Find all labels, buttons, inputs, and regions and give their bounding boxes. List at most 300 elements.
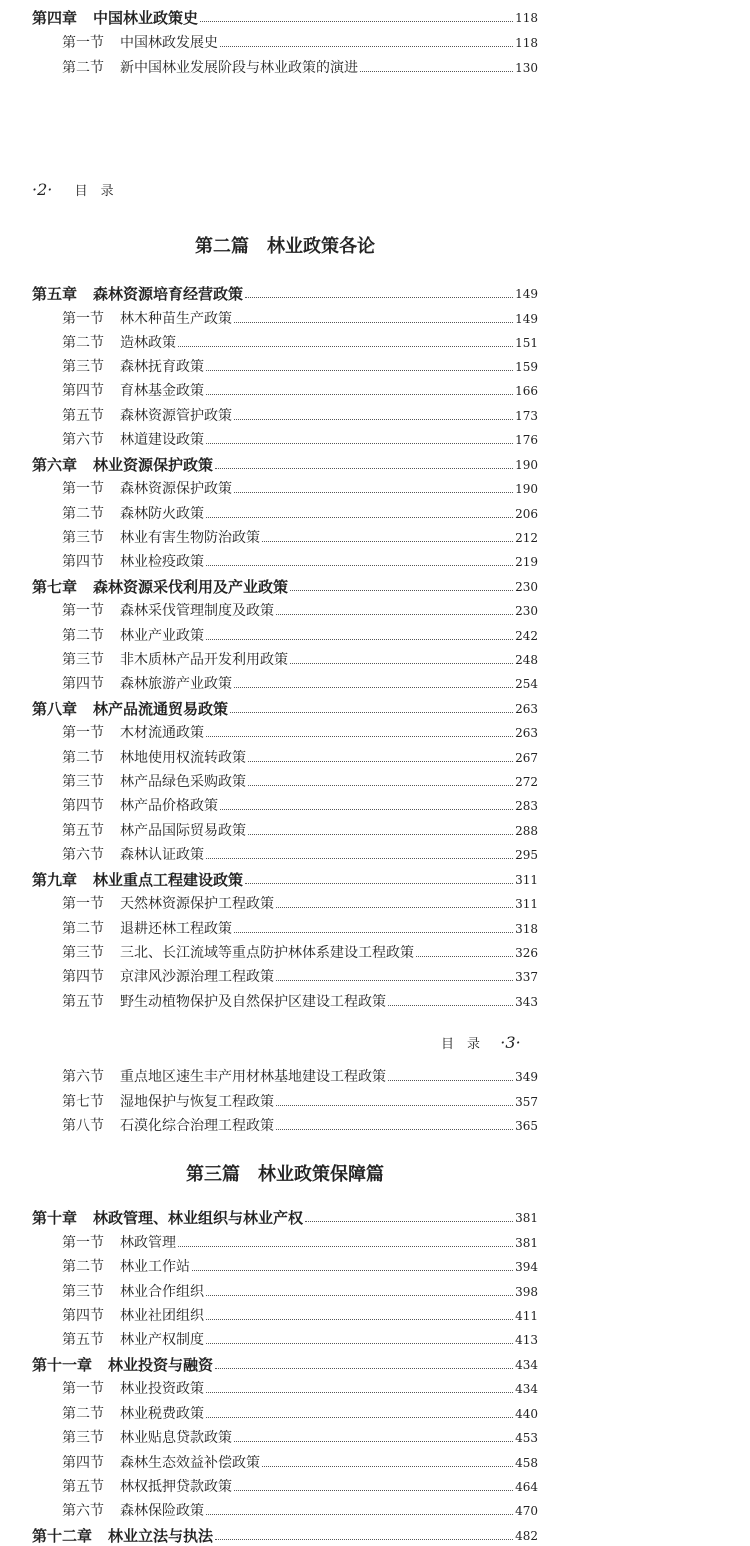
- toc-page-number: 440: [515, 1407, 538, 1421]
- toc-section-entry[interactable]: [62, 1327, 538, 1349]
- dot-leader: [234, 419, 513, 420]
- toc-page-number: 130: [515, 61, 538, 75]
- toc-entry-label: [62, 1258, 190, 1276]
- toc-entry-number: 第五节: [62, 1479, 104, 1495]
- toc-page-number: 149: [515, 287, 538, 301]
- toc-entry-label: [62, 1068, 386, 1086]
- toc-entry-number: 第二节: [62, 506, 104, 522]
- toc-entry-title: 林道建设政策: [120, 432, 204, 448]
- toc-entry-label: [62, 1331, 204, 1349]
- dot-leader: [305, 1221, 513, 1222]
- toc-entry-title: 森林保险政策: [120, 1503, 204, 1519]
- dot-leader: [276, 980, 513, 981]
- toc-page-number: 434: [515, 1382, 538, 1396]
- toc-entry-title: 林业投资政策: [120, 1381, 204, 1397]
- toc-entry-title: 造林政策: [120, 335, 176, 351]
- toc-entry-number: 第三节: [62, 1430, 104, 1446]
- toc-entry-label: [62, 1405, 204, 1423]
- toc-entry-label: [62, 480, 232, 498]
- toc-section-entry[interactable]: [62, 30, 538, 52]
- toc-entry-number: 第一节: [62, 896, 104, 912]
- toc-entry-number: 第三节: [62, 1284, 104, 1300]
- toc-entry-label: [62, 627, 204, 645]
- toc-entry-title: 林产品国际贸易政策: [120, 823, 246, 839]
- toc-section-entry[interactable]: [62, 1230, 538, 1252]
- toc-entry-number: 第八章: [32, 700, 78, 718]
- toc-entry-number: 第二节: [62, 921, 104, 937]
- toc-entry-title: 林业有害生物防治政策: [120, 530, 260, 546]
- toc-entry-number: 第五节: [62, 823, 104, 839]
- toc-entry-number: 第一节: [62, 725, 104, 741]
- toc-section-entry[interactable]: [62, 1064, 538, 1086]
- dot-leader: [388, 1005, 513, 1006]
- toc-entry-number: 第二节: [62, 1259, 104, 1275]
- folio-label: 目 录: [441, 1037, 481, 1052]
- toc-page-number: 470: [515, 1504, 538, 1518]
- toc-entry-label: [62, 944, 414, 962]
- toc-entry-title: 林地使用权流转政策: [120, 750, 246, 766]
- dot-leader: [262, 541, 513, 542]
- toc-entry-label: [62, 1380, 204, 1398]
- dot-leader: [206, 1392, 513, 1393]
- toc-page-number: 357: [515, 1095, 538, 1109]
- dot-leader: [248, 834, 513, 835]
- toc-page-number: 118: [515, 36, 538, 50]
- dot-leader: [206, 565, 513, 566]
- toc-entry-label: [32, 578, 288, 596]
- toc-page-number: 413: [515, 1333, 538, 1347]
- toc-page-number: 411: [515, 1309, 538, 1323]
- toc-section-entry[interactable]: [62, 1425, 538, 1447]
- toc-entry-number: 第二节: [62, 60, 104, 76]
- toc-entry-label: [62, 895, 274, 913]
- toc-entry-label: [62, 651, 288, 669]
- toc-section-entry[interactable]: [62, 1113, 538, 1135]
- toc-entry-title: 中国林政发展史: [120, 35, 218, 51]
- toc-section-entry[interactable]: [62, 501, 538, 523]
- toc-entry-number: 第一节: [62, 35, 104, 51]
- toc-entry-title: 林产品价格政策: [120, 798, 218, 814]
- toc-page-number: 434: [515, 1358, 538, 1372]
- toc-entry-label: [62, 358, 204, 376]
- toc-entry-title: 林业合作组织: [120, 1284, 204, 1300]
- dot-leader: [206, 1319, 513, 1320]
- toc-entry-title: 林产品绿色采购政策: [120, 774, 246, 790]
- dot-leader: [206, 1295, 513, 1296]
- toc-entry-label: [62, 920, 232, 938]
- toc-section-entry[interactable]: [62, 647, 538, 669]
- toc-entry-number: 第六节: [62, 432, 104, 448]
- toc-entry-label: [62, 505, 204, 523]
- toc-section-entry[interactable]: [62, 427, 538, 449]
- toc-entry-number: 第八节: [62, 1118, 104, 1134]
- dot-leader: [262, 1466, 513, 1467]
- toc-section-entry[interactable]: [62, 1279, 538, 1301]
- dot-leader: [290, 663, 513, 664]
- toc-page-number: 283: [515, 799, 538, 813]
- toc-entry-title: 林木种苗生产政策: [120, 311, 232, 327]
- toc-entry-label: [62, 407, 232, 425]
- toc-entry-label: [32, 285, 243, 303]
- toc-entry-number: 第六节: [62, 1069, 104, 1085]
- toc-page-number: 159: [515, 360, 538, 374]
- dot-leader: [234, 932, 513, 933]
- folio-number: ·3·: [500, 1033, 521, 1052]
- dot-leader: [206, 639, 513, 640]
- part-heading-3: 第三篇 林业政策保障篇: [186, 1164, 384, 1185]
- toc-entry-label: [62, 773, 246, 791]
- toc-page-number: 482: [515, 1529, 538, 1543]
- toc-page-number: 254: [515, 677, 538, 691]
- toc-entry-number: 第四节: [62, 969, 104, 985]
- dot-leader: [178, 346, 513, 347]
- toc-entry-title: 林业贴息贷款政策: [120, 1430, 232, 1446]
- dot-leader: [206, 370, 513, 371]
- toc-entry-title: 林政管理: [120, 1235, 176, 1251]
- dot-leader: [234, 1490, 513, 1491]
- toc-entry-title: 林业资源保护政策: [93, 456, 214, 474]
- toc-entry-number: 第五节: [62, 994, 104, 1010]
- toc-entry-label: [32, 9, 198, 27]
- toc-entry-title: 育林基金政策: [120, 383, 204, 399]
- toc-entry-label: [62, 749, 246, 767]
- toc-entry-number: 第二节: [62, 1406, 104, 1422]
- toc-entry-number: 第三节: [62, 530, 104, 546]
- toc-entry-number: 第四节: [62, 383, 104, 399]
- toc-entry-label: [62, 724, 204, 742]
- toc-entry-number: 第四节: [62, 798, 104, 814]
- toc-section-entry[interactable]: [62, 1450, 538, 1472]
- dot-leader: [248, 785, 513, 786]
- dot-leader: [230, 712, 513, 713]
- toc-entry-title: 非木质林产品开发利用政策: [120, 652, 288, 668]
- toc-page-number: 263: [515, 726, 538, 740]
- toc-entry-label: [62, 334, 176, 352]
- toc-entry-title: 林权抵押贷款政策: [120, 1479, 232, 1495]
- toc-entry-label: [62, 1429, 232, 1447]
- toc-page-number: 453: [515, 1431, 538, 1445]
- folio-number: ·2·: [32, 180, 53, 199]
- toc-entry-title: 林业立法与执法: [108, 1527, 214, 1545]
- toc-section-entry[interactable]: [62, 671, 538, 693]
- toc-entry-label: [62, 34, 218, 52]
- toc-page-number: 464: [515, 1480, 538, 1494]
- toc-entry-number: 第四节: [62, 676, 104, 692]
- dot-leader: [234, 687, 513, 688]
- toc-section-entry[interactable]: [62, 55, 538, 77]
- toc-entry-number: 第九章: [32, 871, 78, 889]
- toc-entry-title: 森林资源管护政策: [120, 408, 232, 424]
- toc-entry-title: 森林防火政策: [120, 506, 204, 522]
- toc-page-number: 365: [515, 1119, 538, 1133]
- toc-section-entry[interactable]: [62, 1089, 538, 1111]
- toc-entry-label: [62, 1093, 274, 1111]
- toc-entry-title: 新中国林业发展阶段与林业政策的演进: [120, 60, 358, 76]
- toc-entry-title: 林政管理、林业组织与林业产权: [93, 1209, 304, 1227]
- toc-entry-title: 林业投资与融资: [108, 1356, 214, 1374]
- dot-leader: [234, 322, 513, 323]
- toc-page-number: 149: [515, 312, 538, 326]
- folio-label: 目 录: [74, 184, 114, 199]
- toc-section-entry[interactable]: [62, 598, 538, 620]
- dot-leader: [290, 590, 513, 591]
- toc-page-number: 151: [515, 336, 538, 350]
- toc-entry-title: 天然林资源保护工程政策: [120, 896, 274, 912]
- toc-page-number: 230: [515, 604, 538, 618]
- dot-leader: [276, 614, 513, 615]
- toc-entry-title: 林业产业政策: [120, 628, 204, 644]
- toc-page-number: 242: [515, 629, 538, 643]
- toc-page-number: 118: [515, 11, 538, 25]
- toc-section-entry[interactable]: [62, 330, 538, 352]
- toc-page-number: 326: [515, 946, 538, 960]
- toc-entry-label: [62, 431, 204, 449]
- toc-chapter-entry[interactable]: [32, 281, 538, 303]
- toc-entry-number: 第六节: [62, 847, 104, 863]
- toc-entry-label: [32, 871, 243, 889]
- dot-leader: [215, 468, 513, 469]
- toc-entry-title: 湿地保护与恢复工程政策: [120, 1094, 274, 1110]
- dot-leader: [276, 1105, 513, 1106]
- dot-leader: [206, 1417, 513, 1418]
- toc-entry-title: 森林资源培育经营政策: [93, 285, 244, 303]
- toc-entry-title: 林业税费政策: [120, 1406, 204, 1422]
- toc-entry-label: [62, 310, 232, 328]
- toc-entry-number: 第二节: [62, 335, 104, 351]
- toc-section-entry[interactable]: [62, 1401, 538, 1423]
- right-page-folio: [441, 1033, 521, 1052]
- toc-entry-number: 第一节: [62, 481, 104, 497]
- toc-page-number: 212: [515, 531, 538, 545]
- toc-page-number: 206: [515, 507, 538, 521]
- dot-leader: [206, 394, 513, 395]
- toc-page-number: 248: [515, 653, 538, 667]
- dot-leader: [220, 46, 513, 47]
- toc-entry-label: [62, 846, 204, 864]
- toc-section-entry[interactable]: [62, 354, 538, 376]
- toc-entry-title: 林产品流通贸易政策: [93, 700, 229, 718]
- toc-entry-number: 第十章: [32, 1209, 78, 1227]
- toc-page-number: 166: [515, 384, 538, 398]
- toc-entry-number: 第一节: [62, 1381, 104, 1397]
- toc-entry-label: [32, 1527, 213, 1545]
- toc-chapter-entry[interactable]: [32, 5, 538, 27]
- toc-entry-number: 第六章: [32, 456, 78, 474]
- toc-entry-label: [32, 1356, 213, 1374]
- toc-entry-number: 第五章: [32, 285, 78, 303]
- toc-section-entry[interactable]: [62, 1254, 538, 1276]
- toc-page-number: 176: [515, 433, 538, 447]
- dot-leader: [388, 1080, 513, 1081]
- toc-page-number: 458: [515, 1456, 538, 1470]
- toc-section-entry[interactable]: [62, 1474, 538, 1496]
- dot-leader: [276, 907, 513, 908]
- dot-leader: [206, 1514, 513, 1515]
- toc-chapter-entry[interactable]: [32, 1352, 538, 1374]
- toc-entry-label: [62, 675, 232, 693]
- dot-leader: [206, 443, 513, 444]
- toc-entry-label: [62, 382, 204, 400]
- toc-section-entry[interactable]: [62, 745, 538, 767]
- toc-entry-number: 第二节: [62, 750, 104, 766]
- toc-entry-label: [32, 1209, 303, 1227]
- toc-entry-number: 第三节: [62, 774, 104, 790]
- toc-entry-number: 第一节: [62, 603, 104, 619]
- toc-section-entry[interactable]: [62, 306, 538, 328]
- toc-entry-label: [62, 1454, 260, 1472]
- toc-entry-title: 林业重点工程建设政策: [93, 871, 244, 889]
- toc-entry-number: 第五节: [62, 408, 104, 424]
- toc-page-number: 219: [515, 555, 538, 569]
- toc-page-number: 343: [515, 995, 538, 1009]
- toc-section-entry[interactable]: [62, 989, 538, 1011]
- toc-entry-label: [32, 700, 228, 718]
- toc-entry-number: 第四节: [62, 554, 104, 570]
- dot-leader: [276, 1129, 513, 1130]
- toc-entry-title: 林业工作站: [120, 1259, 190, 1275]
- toc-page-number: 318: [515, 922, 538, 936]
- toc-page-number: 272: [515, 775, 538, 789]
- toc-entry-title: 森林采伐管理制度及政策: [120, 603, 274, 619]
- toc-entry-title: 京津风沙源治理工程政策: [120, 969, 274, 985]
- toc-entry-title: 林业社团组织: [120, 1308, 204, 1324]
- dot-leader: [234, 492, 513, 493]
- toc-page-number: 311: [515, 873, 538, 887]
- toc-chapter-entry[interactable]: [32, 1523, 538, 1545]
- toc-entry-number: 第四节: [62, 1308, 104, 1324]
- toc-entry-label: [62, 797, 218, 815]
- dot-leader: [220, 809, 513, 810]
- toc-chapter-entry[interactable]: [32, 452, 538, 474]
- toc-section-entry[interactable]: [62, 964, 538, 986]
- dot-leader: [215, 1539, 513, 1540]
- toc-page-number: 230: [515, 580, 538, 594]
- toc-entry-label: [62, 553, 204, 571]
- dot-leader: [248, 761, 513, 762]
- toc-entry-title: 木材流通政策: [120, 725, 204, 741]
- toc-entry-label: [62, 1307, 204, 1325]
- toc-page-number: 190: [515, 458, 538, 472]
- toc-entry-title: 重点地区速生丰产用材林基地建设工程政策: [120, 1069, 386, 1085]
- toc-entry-label: [62, 59, 358, 77]
- dot-leader: [200, 21, 513, 22]
- toc-entry-label: [62, 1502, 204, 1520]
- toc-entry-title: 石漠化综合治理工程政策: [120, 1118, 274, 1134]
- toc-entry-title: 中国林业政策史: [93, 9, 199, 27]
- toc-section-entry[interactable]: [62, 940, 538, 962]
- dot-leader: [192, 1270, 513, 1271]
- toc-entry-number: 第二节: [62, 628, 104, 644]
- toc-entry-title: 林业检疫政策: [120, 554, 204, 570]
- toc-section-entry[interactable]: [62, 476, 538, 498]
- toc-entry-label: [62, 1283, 204, 1301]
- toc-section-entry[interactable]: [62, 1498, 538, 1520]
- toc-entry-title: 森林抚育政策: [120, 359, 204, 375]
- dot-leader: [416, 956, 513, 957]
- toc-section-entry[interactable]: [62, 1376, 538, 1398]
- dot-leader: [178, 1246, 513, 1247]
- toc-section-entry[interactable]: [62, 1303, 538, 1325]
- toc-page-number: 288: [515, 824, 538, 838]
- dot-leader: [234, 1441, 513, 1442]
- toc-chapter-entry[interactable]: [32, 574, 538, 596]
- toc-section-entry[interactable]: [62, 549, 538, 571]
- toc-entry-title: 森林资源采伐利用及产业政策: [93, 578, 289, 596]
- toc-page-number: 190: [515, 482, 538, 496]
- toc-page-number: 398: [515, 1285, 538, 1299]
- dot-leader: [206, 1343, 513, 1344]
- toc-entry-label: [62, 1478, 232, 1496]
- dot-leader: [245, 297, 513, 298]
- toc-entry-label: [62, 993, 386, 1011]
- toc-section-entry[interactable]: [62, 793, 538, 815]
- toc-section-entry[interactable]: [62, 403, 538, 425]
- dot-leader: [206, 517, 513, 518]
- toc-entry-number: 第十一章: [32, 1356, 93, 1374]
- toc-entry-title: 三北、长江流域等重点防护林体系建设工程政策: [120, 945, 414, 961]
- toc-section-entry[interactable]: [62, 378, 538, 400]
- toc-entry-number: 第四章: [32, 9, 78, 27]
- toc-entry-label: [62, 529, 260, 547]
- toc-section-entry[interactable]: [62, 916, 538, 938]
- toc-page-number: 381: [515, 1236, 538, 1250]
- toc-entry-label: [62, 602, 274, 620]
- toc-page-number: 394: [515, 1260, 538, 1274]
- dot-leader: [206, 858, 513, 859]
- toc-page-number: 349: [515, 1070, 538, 1084]
- toc-section-entry[interactable]: [62, 842, 538, 864]
- toc-entry-title: 林业产权制度: [120, 1332, 204, 1348]
- toc-entry-title: 退耕还林工程政策: [120, 921, 232, 937]
- toc-page-number: 267: [515, 751, 538, 765]
- toc-entry-number: 第三节: [62, 945, 104, 961]
- toc-chapter-entry[interactable]: [32, 867, 538, 889]
- toc-entry-number: 第五节: [62, 1332, 104, 1348]
- toc-entry-number: 第六节: [62, 1503, 104, 1519]
- toc-section-entry[interactable]: [62, 769, 538, 791]
- toc-page-number: 381: [515, 1211, 538, 1225]
- toc-section-entry[interactable]: [62, 525, 538, 547]
- toc-entry-label: [62, 968, 274, 986]
- toc-entry-number: 第三节: [62, 359, 104, 375]
- toc-section-entry[interactable]: [62, 623, 538, 645]
- toc-page-number: 295: [515, 848, 538, 862]
- toc-page-number: 173: [515, 409, 538, 423]
- toc-section-entry[interactable]: [62, 818, 538, 840]
- toc-page-number: 337: [515, 970, 538, 984]
- toc-section-entry[interactable]: [62, 720, 538, 742]
- toc-entry-number: 第三节: [62, 652, 104, 668]
- toc-entry-number: 第十二章: [32, 1527, 93, 1545]
- toc-entry-label: [62, 1234, 176, 1252]
- toc-entry-number: 第七节: [62, 1094, 104, 1110]
- toc-page-number: 311: [515, 897, 538, 911]
- dot-leader: [215, 1368, 513, 1369]
- toc-section-entry[interactable]: [62, 891, 538, 913]
- toc-entry-number: 第七章: [32, 578, 78, 596]
- toc-entry-label: [32, 456, 213, 474]
- toc-chapter-entry[interactable]: [32, 696, 538, 718]
- dot-leader: [245, 883, 513, 884]
- toc-entry-title: 野生动植物保护及自然保护区建设工程政策: [120, 994, 386, 1010]
- dot-leader: [206, 736, 513, 737]
- toc-entry-label: [62, 822, 246, 840]
- toc-entry-title: 森林资源保护政策: [120, 481, 232, 497]
- toc-chapter-entry[interactable]: [32, 1205, 538, 1227]
- toc-entry-number: 第一节: [62, 311, 104, 327]
- toc-entry-number: 第四节: [62, 1455, 104, 1471]
- toc-entry-title: 森林生态效益补偿政策: [120, 1455, 260, 1471]
